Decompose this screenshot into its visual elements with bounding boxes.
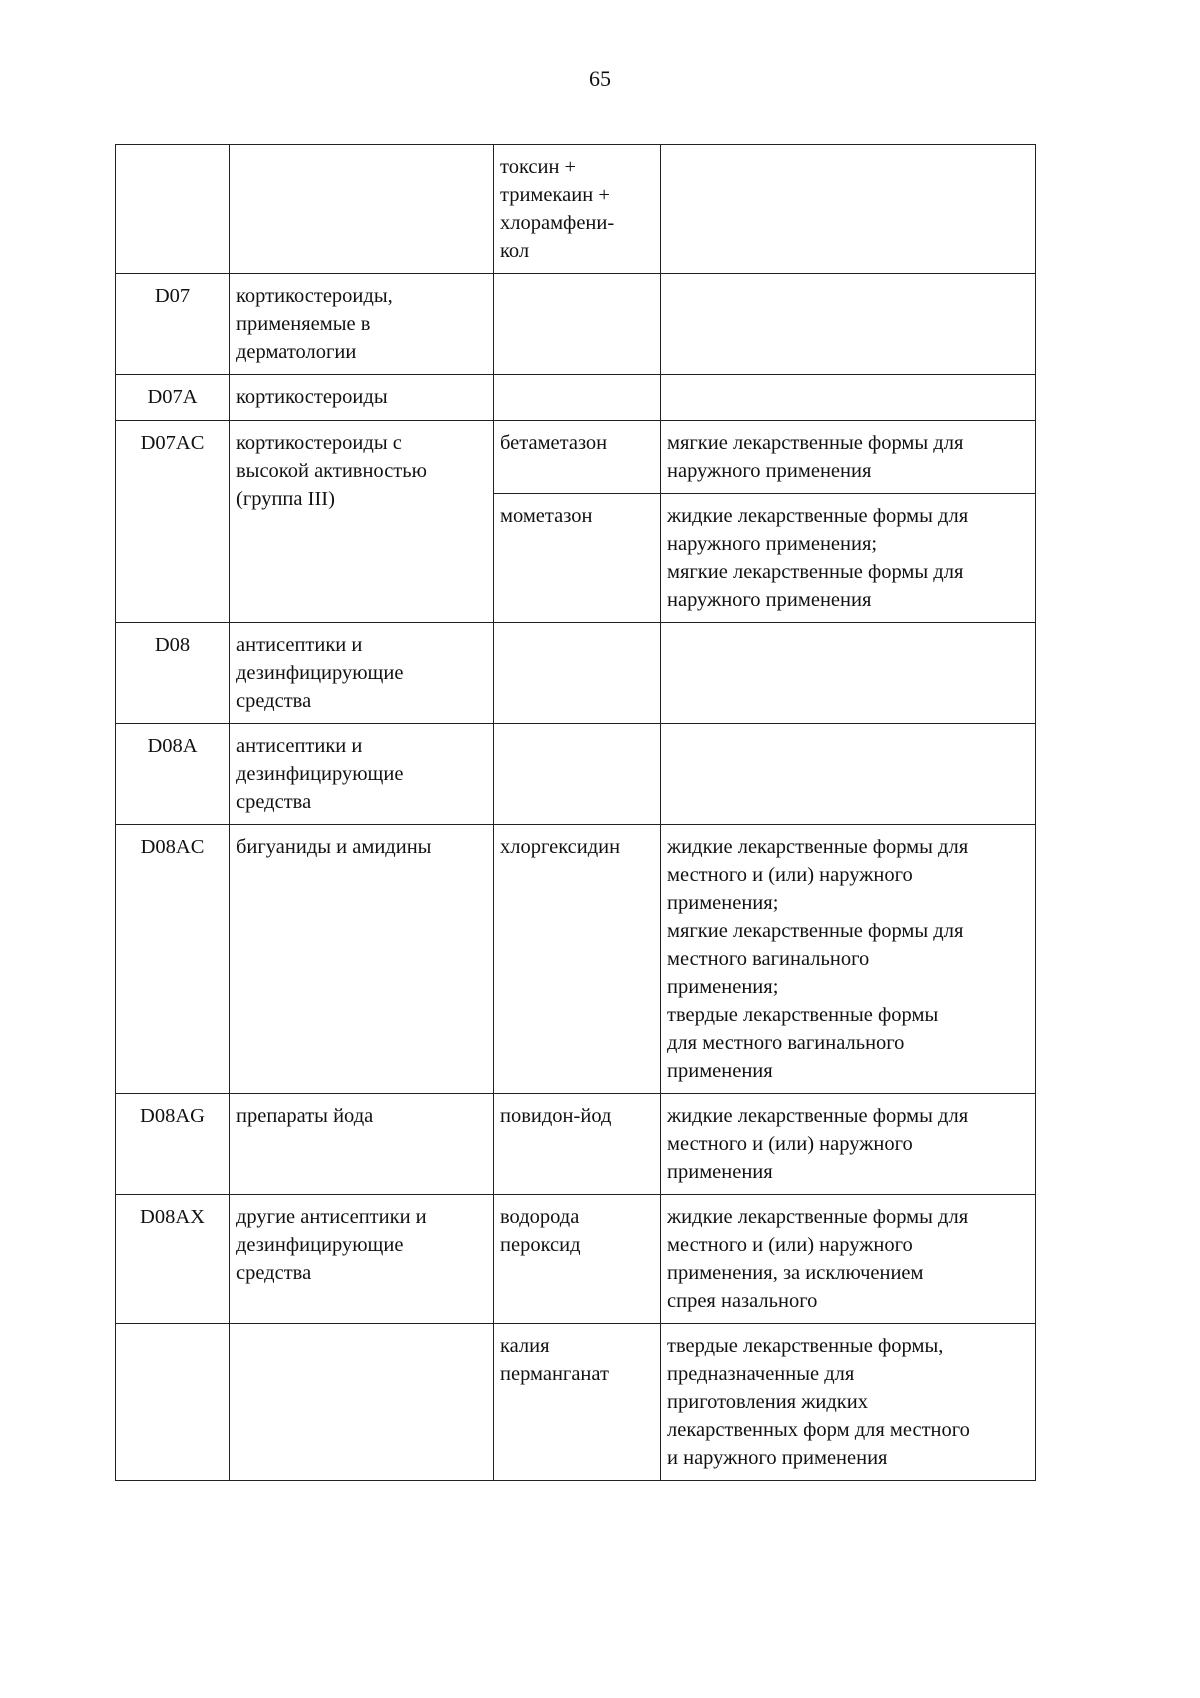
drug-name-cell — [494, 421, 661, 494]
anatomical-group-cell — [230, 1094, 494, 1195]
dosage-form-cell — [661, 421, 1036, 494]
dosage-form-cell — [661, 825, 1036, 1094]
table-row — [116, 145, 1036, 274]
drug-name-cell — [494, 274, 661, 375]
dosage-form-cell — [661, 494, 1036, 623]
atc-code-cell: D08 — [116, 623, 230, 724]
dosage-form-line: местного и (или) наружного — [667, 1234, 913, 1256]
group-text-line: высокой активностью — [236, 460, 427, 482]
dosage-form-line: мягкие лекарственные формы для — [667, 432, 964, 454]
drug-name-cell — [494, 1094, 661, 1195]
table-row — [116, 274, 1036, 375]
dosage-form-line: местного вагинального — [667, 948, 870, 970]
group-text-line: антисептики и — [236, 634, 363, 656]
drug-name-line: бетаметазон — [500, 432, 608, 454]
anatomical-group-cell — [230, 1324, 494, 1481]
dosage-form-line: предназначенные для — [667, 1363, 855, 1385]
drug-name-line: повидон-йод — [500, 1105, 612, 1127]
dosage-form-cell — [661, 724, 1036, 825]
dosage-form-line: наружного применения — [667, 589, 872, 611]
group-text-line: средства — [236, 690, 312, 712]
group-text-line: антисептики и — [236, 735, 363, 757]
dosage-form-line: применения; — [667, 892, 779, 914]
group-text-line: кортикостероиды с — [236, 432, 402, 454]
group-text-line: препараты йода — [236, 1105, 374, 1127]
dosage-form-line: наружного применения — [667, 460, 872, 482]
dosage-form-line: для местного вагинального — [667, 1032, 905, 1054]
atc-code-cell: D08AX — [116, 1195, 230, 1324]
group-text-line: дезинфицирующие — [236, 662, 404, 684]
table-row — [116, 724, 1036, 825]
atc-code-cell: D08AG — [116, 1094, 230, 1195]
group-text-line: дезинфицирующие — [236, 763, 404, 785]
dosage-form-line: жидкие лекарственные формы для — [667, 1206, 969, 1228]
group-text-line: кортикостероиды — [236, 386, 388, 408]
group-text-line: бигуаниды и амидины — [236, 836, 432, 858]
drug-name-line: пероксид — [500, 1234, 581, 1256]
dosage-form-line: применения — [667, 1060, 773, 1082]
anatomical-group-cell — [230, 421, 494, 623]
table-row — [116, 825, 1036, 1094]
anatomical-group-cell — [230, 623, 494, 724]
table-row — [116, 623, 1036, 724]
drug-name-cell — [494, 724, 661, 825]
drug-name-cell — [494, 623, 661, 724]
table-row — [116, 375, 1036, 421]
dosage-form-line: применения; — [667, 976, 779, 998]
dosage-form-cell — [661, 145, 1036, 274]
group-text-line: средства — [236, 791, 312, 813]
dosage-form-line: применения, за исключением — [667, 1262, 924, 1284]
dosage-form-line: жидкие лекарственные формы для — [667, 1105, 969, 1127]
table-body — [116, 145, 1036, 1481]
dosage-form-line: лекарственных форм для местного — [667, 1419, 970, 1441]
anatomical-group-cell — [230, 825, 494, 1094]
drug-name-cell — [494, 145, 661, 274]
drug-name-line: перманганат — [500, 1363, 609, 1385]
drug-name-line: токсин + — [500, 156, 577, 178]
atc-code-cell: D07 — [116, 274, 230, 375]
dosage-form-cell — [661, 1324, 1036, 1481]
anatomical-group-cell — [230, 1195, 494, 1324]
drug-name-cell — [494, 375, 661, 421]
group-text-line: дезинфицирующие — [236, 1234, 404, 1256]
dosage-form-line: местного и (или) наружного — [667, 864, 913, 886]
table-row — [116, 1094, 1036, 1195]
dosage-form-line: приготовления жидких — [667, 1391, 868, 1413]
dosage-form-cell — [661, 274, 1036, 375]
dosage-form-line: местного и (или) наружного — [667, 1133, 913, 1155]
anatomical-group-cell — [230, 145, 494, 274]
group-text-line: применяемые в — [236, 313, 371, 335]
group-text-line: (группа III) — [236, 488, 335, 510]
anatomical-group-cell — [230, 724, 494, 825]
table-row — [116, 1324, 1036, 1481]
atc-code-cell — [116, 145, 230, 274]
dosage-form-cell — [661, 1195, 1036, 1324]
group-text-line: средства — [236, 1262, 312, 1284]
group-text-line: дерматологии — [236, 341, 357, 363]
dosage-form-line: мягкие лекарственные формы для — [667, 561, 964, 583]
dosage-form-line: жидкие лекарственные формы для — [667, 505, 969, 527]
dosage-form-line: жидкие лекарственные формы для — [667, 836, 969, 858]
drug-classification-table — [115, 144, 1036, 1481]
drug-name-line: хлорамфени- — [500, 212, 615, 234]
dosage-form-line: спрея назального — [667, 1290, 818, 1312]
drug-name-line: тримекаин + — [500, 184, 610, 206]
table-row — [116, 1195, 1036, 1324]
atc-code-cell: D07A — [116, 375, 230, 421]
dosage-form-line: твердые лекарственные формы, — [667, 1335, 944, 1357]
dosage-form-line: и наружного применения — [667, 1447, 888, 1469]
drug-name-line: кол — [500, 240, 530, 262]
dosage-form-line: применения — [667, 1161, 773, 1183]
dosage-form-cell — [661, 375, 1036, 421]
page-number: 65 — [589, 66, 611, 91]
dosage-form-line: твердые лекарственные формы — [667, 1004, 939, 1026]
dosage-form-line: мягкие лекарственные формы для — [667, 920, 964, 942]
drug-name-line: хлоргексидин — [500, 836, 621, 858]
atc-code-cell: D08AC — [116, 825, 230, 1094]
drug-name-line: калия — [500, 1335, 550, 1357]
anatomical-group-cell — [230, 274, 494, 375]
group-text-line: другие антисептики и — [236, 1206, 427, 1228]
drug-name-cell — [494, 1324, 661, 1481]
drug-name-line: мометазон — [500, 505, 593, 527]
group-text-line: кортикостероиды, — [236, 285, 393, 307]
drug-name-cell — [494, 1195, 661, 1324]
dosage-form-cell — [661, 1094, 1036, 1195]
drug-name-cell — [494, 494, 661, 623]
anatomical-group-cell — [230, 375, 494, 421]
dosage-form-cell — [661, 623, 1036, 724]
atc-code-cell — [116, 1324, 230, 1481]
table-row — [116, 421, 1036, 494]
drug-name-cell — [494, 825, 661, 1094]
dosage-form-line: наружного применения; — [667, 533, 878, 555]
atc-code-cell: D08A — [116, 724, 230, 825]
drug-name-line: водорода — [500, 1206, 580, 1228]
atc-code-cell: D07AC — [116, 421, 230, 623]
